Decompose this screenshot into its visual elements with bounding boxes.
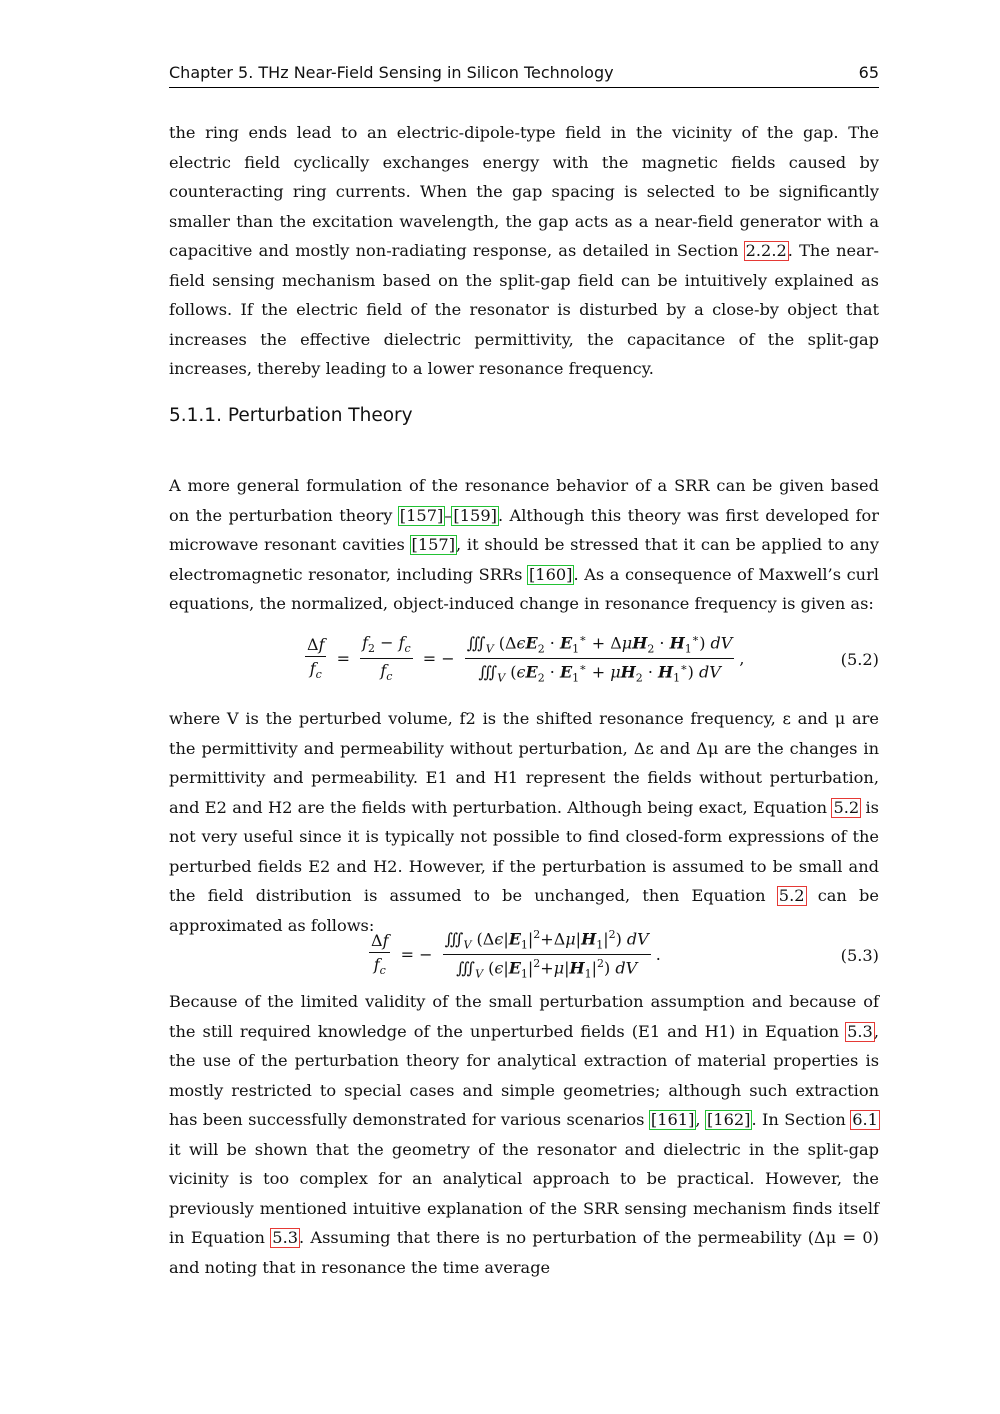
chapter-title: Chapter 5. THz Near-Field Sensing in Silicon Technology xyxy=(169,63,614,82)
citation-link[interactable]: [161] xyxy=(650,1110,695,1129)
paragraph-perturbation-intro xyxy=(169,471,879,619)
paragraph-text: , xyxy=(695,1110,706,1129)
citation-link[interactable]: [162] xyxy=(706,1110,751,1129)
paragraph-text: , it should be stressed that it can be applied to any electromagnetic resonator, including SRRs xyxy=(169,535,879,584)
citation-link[interactable]: [159] xyxy=(453,505,497,525)
paragraph-text: . In Section xyxy=(751,1110,852,1129)
equation-number: (5.2) xyxy=(840,650,879,669)
paragraph-text: , the use of the perturbation theory for analytical extraction of material properties is mostly restricted to special cases and simple geometries; although such extraction has been successfully demonstrated for various scenarios xyxy=(169,1021,879,1129)
citation-link[interactable]: [157] xyxy=(411,535,456,554)
equation-5-2 xyxy=(169,632,879,688)
paragraph-text: . Although this theory was first developed for microwave resonant cavities xyxy=(169,505,879,554)
paragraph-variable-definitions xyxy=(169,704,879,940)
section-heading: 5.1.1. Perturbation Theory xyxy=(169,405,413,426)
paragraph-text: is not very useful since it is typically not possible to find closed-form expressions of the perturbed fields E2 and H2. However, if the perturbation is assumed to be small and the field distribution is assumed to be unchanged, then Equation xyxy=(169,797,879,905)
paragraph-text: A more general formulation of the resonance behavior of a SRR can be given based on the perturbation theory xyxy=(169,476,879,525)
paragraph-text: . Assuming that there is no perturbation of the permeability (Δμ = 0) and noting that in resonance the time average xyxy=(169,1228,879,1277)
citation-link[interactable]: [160] xyxy=(528,564,573,584)
citation-dash: – xyxy=(444,505,453,525)
equation-ref-link[interactable]: 5.3 xyxy=(847,1021,873,1041)
section-ref-link[interactable]: 2.2.2 xyxy=(745,241,787,260)
paragraph-limited-validity xyxy=(169,987,879,1282)
paragraph-ring-ends xyxy=(169,118,879,384)
paragraph-text: the ring ends lead to an electric-dipole-type field in the vicinity of the gap. The electric field cyclically exchanges energy with the magnetic fields caused by counteracting ring currents. When the gap spacing is selected to be significantly smaller than the excitation wavelength, the gap acts as a near-field generator with a capacitive and mostly non-radiating response, as detailed in Section xyxy=(169,123,879,260)
running-header xyxy=(169,61,879,88)
equation-ref-link[interactable]: 5.2 xyxy=(778,886,805,905)
section-ref-link[interactable]: 6.1 xyxy=(852,1110,878,1129)
equation-5-3 xyxy=(169,928,879,984)
paragraph-text: can be approximated as follows: xyxy=(169,886,879,935)
page-number: 65 xyxy=(858,63,879,82)
paragraph-text: . The near-field sensing mechanism based on the split-gap field can be intuitively explained as follows. If the electric field of the resonator is disturbed by a close-by object that increases the effective dielectric permittivity, the capacitance of the split-gap increases, thereby leading to a lower resonance frequency. xyxy=(169,241,879,378)
equation-ref-link[interactable]: 5.3 xyxy=(272,1228,299,1247)
equation-5-3-math: $\frac{\Delta f}{f_c}$ = − $\frac{∭_V (\Delta\epsilon|E_1|^2+\Delta\mu|H_1|^2) dV}{∭_V (\epsilon|E_1|^2+\mu|H_1|^2) dV}$ . xyxy=(371,928,661,981)
paragraph-text: it will be shown that the geometry of the resonator and dielectric in the split-gap vicinity is too complex for an analytical approach to be practical. However, the previously mentioned intuitive explanation of the SRR sensing mechanism finds itself in Equation xyxy=(169,1139,879,1247)
paragraph-text: . As a consequence of Maxwell’s curl equations, the normalized, object-induced change in resonance frequency is given as: xyxy=(169,564,879,613)
equation-5-2-math: $\frac{\Delta f}{f_c}$ = $\frac{f_2 - f_c}{f_c}$ = − $\frac{∭_V (\Delta\epsilon E_2 \cdot E_1^∗ + \Delta\mu H_2 \cdot H_1^∗) dV}{∭_V (\epsilon E_2 \cdot E_1^∗ + \mu H_2 \cdot H_1^∗) dV}$ , xyxy=(307,632,745,685)
paragraph-text: where V is the perturbed volume, f2 is the shifted resonance frequency, ε and μ are the permittivity and permeability without perturbation, Δε and Δμ are the changes in permittivity and permeability. E1 and H1 represent the fields without perturbation, and E2 and H2 are the fields with perturbation. Although being exact, Equation xyxy=(169,709,879,817)
equation-ref-link[interactable]: 5.2 xyxy=(833,797,860,817)
equation-number: (5.3) xyxy=(840,946,879,965)
citation-link[interactable]: [157] xyxy=(399,505,444,525)
paragraph-text: Because of the limited validity of the small perturbation assumption and because of the still required knowledge of the unperturbed fields (E1 and H1) in Equation xyxy=(169,992,879,1041)
